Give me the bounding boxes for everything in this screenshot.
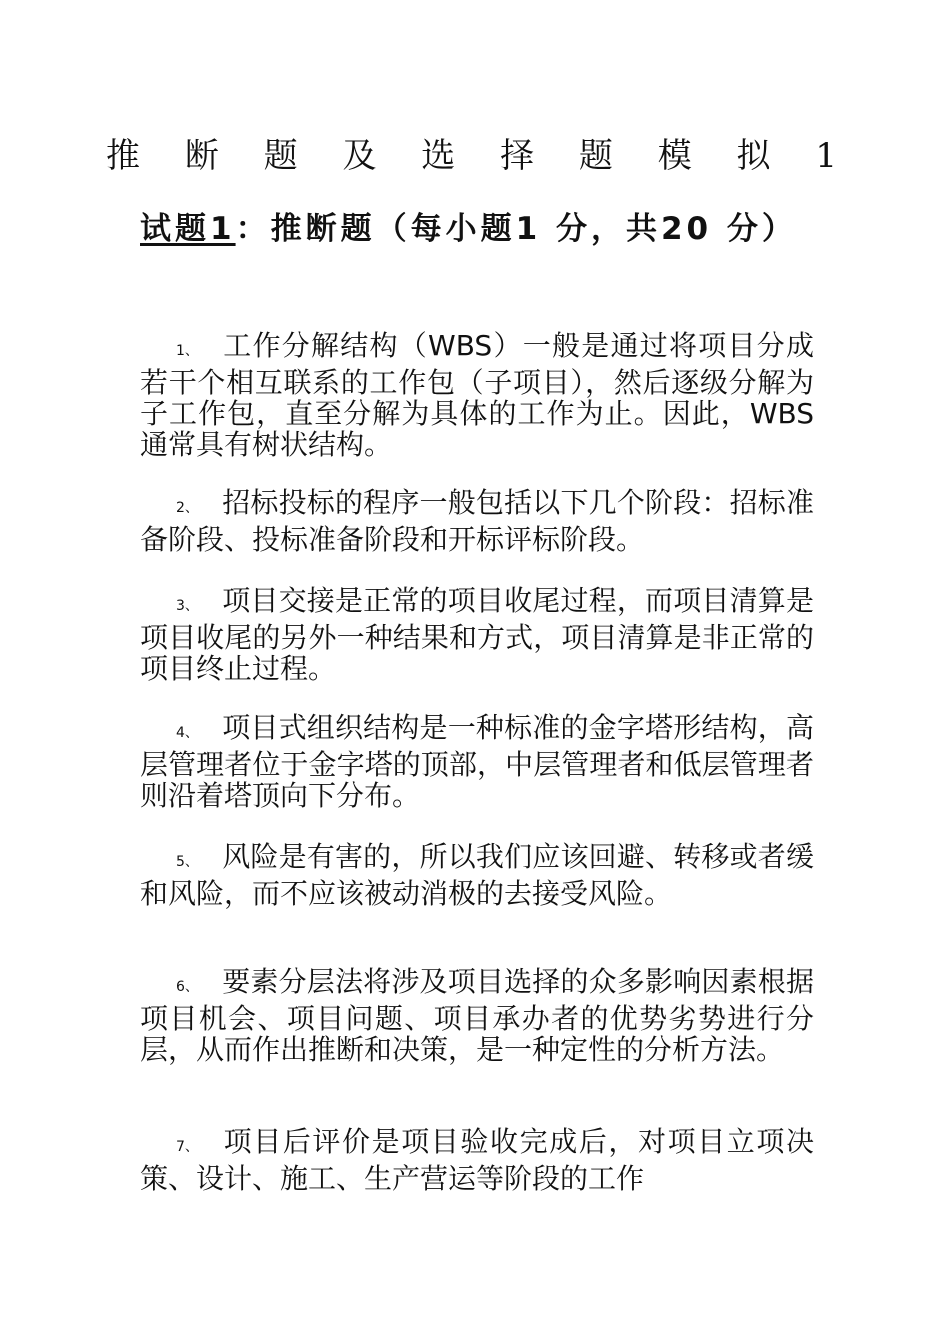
question-item-3 [140,585,814,684]
question-text: 要素分层法将涉及项目选择的众多影响因素根据项目机会、项目问题、项目承办者的优势劣势进行分层，从而作出推断和决策，是一种定性的分析方法。 [140,965,814,1066]
question-item-5 [140,841,814,909]
question-number: 1、 [176,343,199,359]
question-text: 项目后评价是项目验收完成后，对项目立项决策、设计、施工、生产营运等阶段的工作 [140,1125,814,1195]
question-item-4 [140,712,814,811]
question-text: 招标投标的程序一般包括以下几个阶段：招标准备阶段、投标准备阶段和开标评标阶段。 [140,486,814,556]
question-number: 4、 [176,725,199,741]
document-title: 推 断 题 及 选 择 题 模 拟 1 [106,136,854,176]
section-heading-rest: ：推断题（每小题1 分，共20 分） [235,211,797,247]
question-number: 5、 [176,854,199,870]
question-number: 3、 [176,598,199,614]
question-text: 项目式组织结构是一种标准的金字塔形结构，高层管理者位于金字塔的顶部，中层管理者和低层管理者则沿着塔顶向下分布。 [140,711,814,812]
question-number: 6、 [176,979,199,995]
question-number: 7、 [176,1139,199,1155]
question-item-2 [140,487,814,555]
section-heading [140,200,820,258]
question-item-7 [140,1126,814,1194]
question-number: 2、 [176,500,199,516]
question-item-1 [140,330,814,460]
question-text: 项目交接是正常的项目收尾过程，而项目清算是项目收尾的另外一种结果和方式，项目清算是非正常的项目终止过程。 [140,584,814,685]
question-item-6 [140,966,814,1065]
question-text: 风险是有害的，所以我们应该回避、转移或者缓和风险，而不应该被动消极的去接受风险。 [140,840,814,910]
question-text: 工作分解结构（WBS）一般是通过将项目分成若干个相互联系的工作包（子项目），然后逐级分解为子工作包，直至分解为具体的工作为止。因此，WBS 通常具有树状结构。 [140,329,814,461]
section-heading-prefix: 试题1 [140,211,236,247]
